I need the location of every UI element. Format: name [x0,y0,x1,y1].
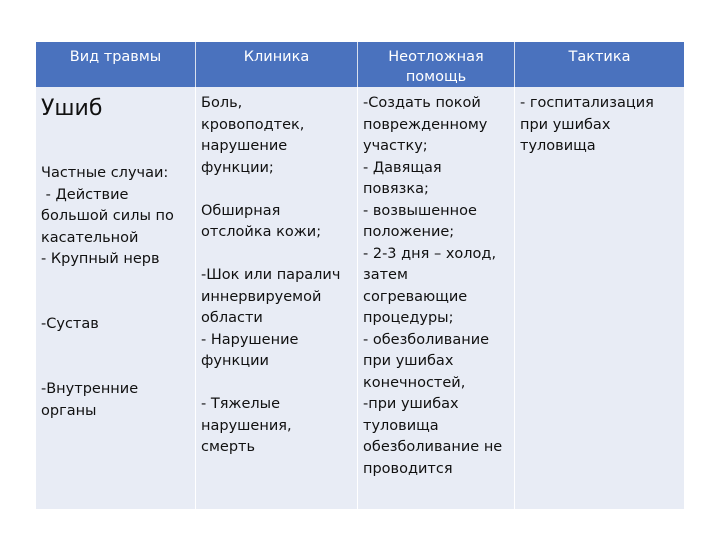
clinic-line: Обширная [201,202,281,219]
special-cases-line: Частные случаи: [41,165,169,181]
injury-table [36,42,684,509]
help-line: поврежденному [363,116,488,133]
clinic-line: нарушения, [201,417,292,434]
clinic-line: нарушение [201,138,288,154]
organs-case-line: -Внутренние [41,381,139,397]
help-line: согревающие [363,288,468,305]
header-clinic: Клиника [196,42,358,87]
tactics-line: - госпитализация [520,95,654,111]
clinic-line: - Тяжелые [201,396,281,412]
organs-case-line: органы [41,402,97,419]
help-line: конечностей, [363,374,466,391]
clinic-line: смерть [201,439,256,455]
help-line: - возвышенное [363,202,477,219]
table-row [36,87,684,509]
help-line: проводится [363,460,453,477]
help-line: туловища [363,417,439,434]
special-cases-line: - Крупный нерв [41,251,160,267]
help-line: участку; [363,138,428,154]
help-line: - 2-3 дня – холод, [363,245,497,262]
cell-injury-type [36,87,196,509]
joint-case: -Сустав [41,316,99,332]
tactics-line: при ушибах [520,116,611,133]
header-injury-type: Вид травмы [36,42,196,87]
help-line: затем [363,267,408,283]
header-row [36,42,684,87]
cell-clinic [196,87,358,509]
help-line: при ушибах [363,353,454,369]
special-cases-line: - Действие [41,186,129,203]
clinic-line: Боль, [201,95,243,111]
tactics-line: туловища [520,138,596,154]
injury-title: Ушиб [41,96,103,121]
clinic-line: функции; [201,159,274,176]
header-emergency-help: Неотложная помощь [358,42,515,87]
clinic-line: -Шок или паралич [201,267,341,283]
help-line: процедуры; [363,310,454,326]
clinic-line: функции [201,353,269,369]
clinic-line: отслойка кожи; [201,224,322,240]
help-line: повязка; [363,181,429,197]
help-line: обезболивание не [363,439,503,455]
help-line: -при ушибах [363,396,459,412]
special-cases-line: касательной [41,229,139,246]
clinic-line: кровоподтек, [201,116,305,133]
help-line: - обезболивание [363,331,490,348]
clinic-line: иннервируемой [201,288,322,305]
clinic-line: области [201,310,263,326]
special-cases-line: большой силы по [41,208,174,224]
cell-tactics [515,87,684,509]
help-line: -Создать покой [363,95,481,111]
cell-emergency-help [358,87,515,509]
clinic-line: - Нарушение [201,331,299,348]
help-line: положение; [363,224,455,240]
header-tactics: Тактика [515,42,684,87]
help-line: - Давящая [363,159,442,176]
